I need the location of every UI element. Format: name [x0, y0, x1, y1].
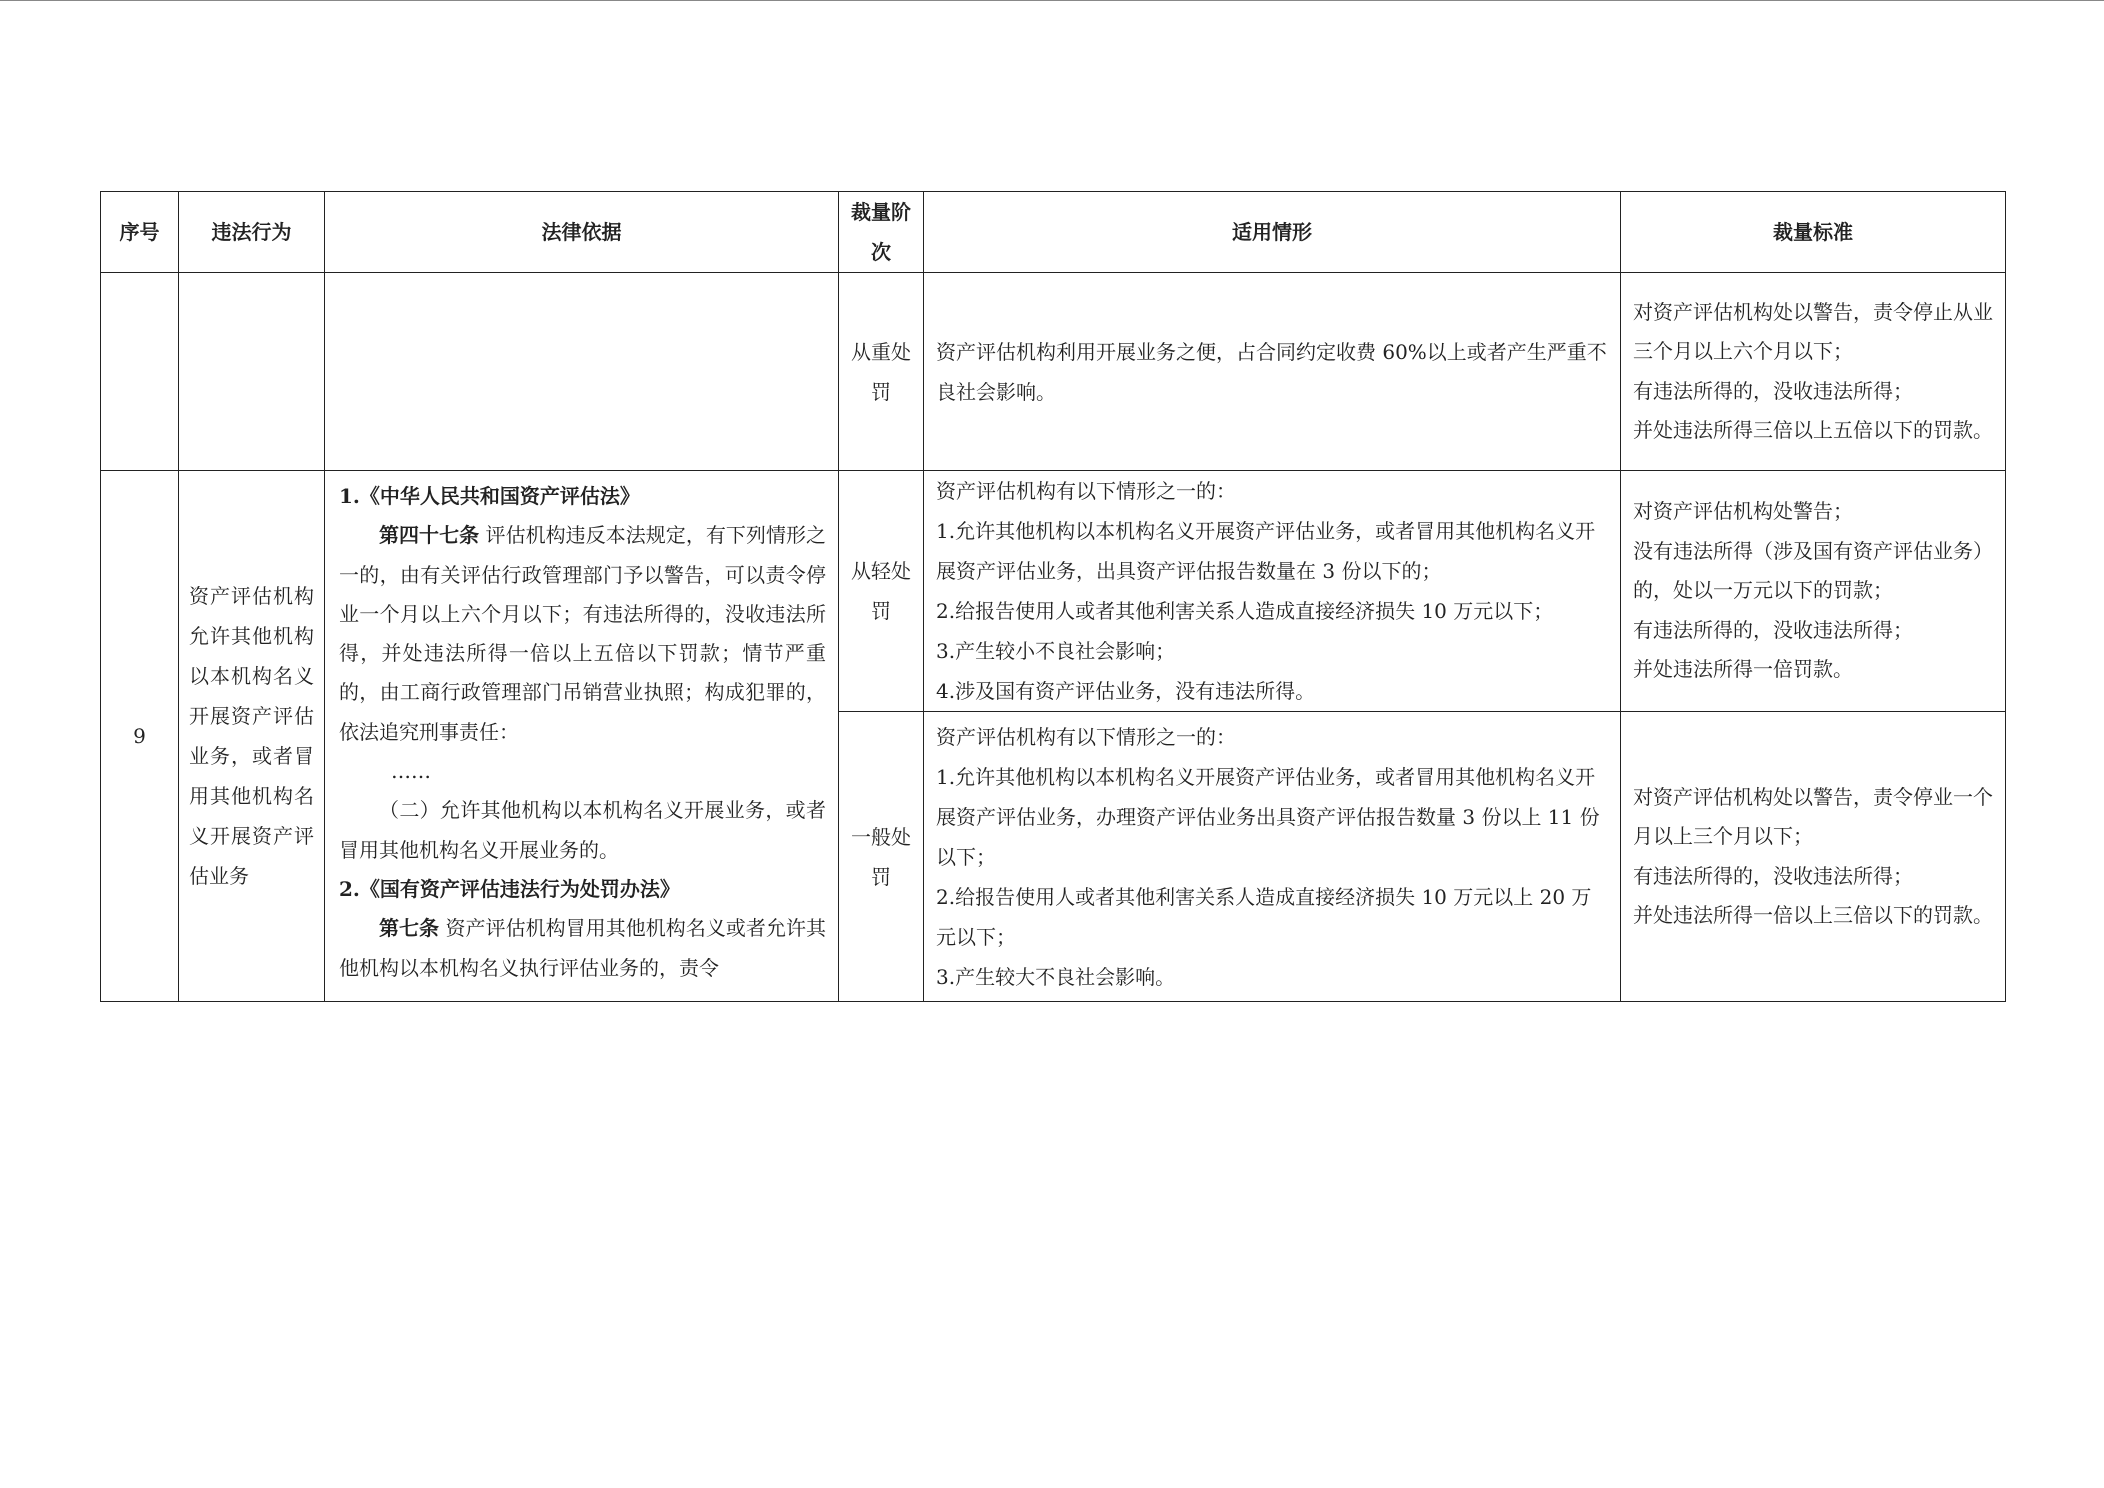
light-std-line: 有违法所得的，没收违法所得； [1633, 617, 1913, 642]
general-std [1621, 712, 2006, 1002]
page-top-border [0, 0, 2104, 1]
light-std-line: 没有违法所得（涉及国有资产评估业务）的，处以一万元以下的罚款； [1633, 538, 1993, 603]
law-item-2: （二）允许其他机构以本机构名义开展业务，或者冒用其他机构名义开展业务的。 [339, 798, 826, 862]
row9-no: 9 [101, 471, 179, 1002]
prev-case: 资产评估机构利用开展业务之便，占合同约定收费 60%以上或者产生严重不良社会影响。 [924, 273, 1621, 471]
law-article-47 [339, 516, 826, 752]
light-case-line: 1.允许其他机构以本机构名义开展资产评估业务，或者冒用其他机构名义开展资产评估业务，出具资产评估报告数量在 3 份以下的； [936, 519, 1596, 583]
table-row [101, 273, 2006, 471]
prev-std-line: 有违法所得的，没收违法所得； [1633, 378, 1913, 403]
law-title-2: 2.《国有资产评估违法行为处罚办法》 [339, 876, 680, 901]
header-std: 裁量标准 [1621, 192, 2006, 273]
prev-std-line: 并处违法所得三倍以上五倍以下的罚款。 [1633, 418, 1993, 442]
header-no: 序号 [101, 192, 179, 273]
light-std [1621, 471, 2006, 712]
prev-law-cell [325, 273, 839, 471]
light-case-line: 3.产生较小不良社会影响； [936, 639, 1176, 663]
row9-act: 资产评估机构允许其他机构以本机构名义开展资产评估业务，或者冒用其他机构名义开展资产评估业务 [179, 471, 325, 1002]
law-article-7-text: 资产评估机构冒用其他机构名义或者允许其他机构以本机构名义执行评估业务的，责令 [339, 916, 827, 980]
prev-std [1621, 273, 2006, 471]
general-case-line: 2.给报告使用人或者其他利害关系人造成直接经济损失 10 万元以上 20 万元以下； [936, 884, 1592, 949]
law-ellipsis: …… [391, 759, 431, 784]
law-article-7 [339, 909, 826, 988]
prev-no-cell [101, 273, 179, 471]
header-law: 法律依据 [325, 192, 839, 273]
light-case-line: 资产评估机构有以下情形之一的： [936, 479, 1236, 503]
law-article-7-title: 第七条 [379, 916, 440, 941]
general-level: 一般处罚 [839, 712, 924, 1002]
general-std-line: 对资产评估机构处以警告，责令停业一个月以上三个月以下； [1633, 784, 1993, 848]
header-act: 违法行为 [179, 192, 325, 273]
general-std-line: 并处违法所得一倍以上三倍以下的罚款。 [1633, 903, 1993, 927]
table-row [101, 471, 2006, 712]
header-level: 裁量阶次 [839, 192, 924, 273]
table-header-row [101, 192, 2006, 273]
prev-act-cell [179, 273, 325, 471]
law-article-47-title: 第四十七条 [379, 523, 480, 548]
header-case: 适用情形 [924, 192, 1621, 273]
row9-law [325, 471, 839, 1002]
law-article-47-text: 评估机构违反本法规定，有下列情形之一的，由有关评估行政管理部门予以警告，可以责令停业一个月以上六个月以下；有违法所得的，没收违法所得，并处违法所得一倍以上五倍以下罚款；情节严重的，由工商行政管理部门吊销营业执照；构成犯罪的，依法追究刑事责任： [339, 523, 827, 744]
light-case-line: 4.涉及国有资产评估业务，没有违法所得。 [936, 679, 1316, 703]
general-std-line: 有违法所得的，没收违法所得； [1633, 863, 1913, 888]
law-title-1: 1.《中华人民共和国资产评估法》 [339, 484, 640, 508]
light-case [924, 471, 1621, 712]
light-std-line: 对资产评估机构处警告； [1633, 499, 1853, 524]
light-std-line: 并处违法所得一倍罚款。 [1633, 657, 1853, 682]
general-case-line: 1.允许其他机构以本机构名义开展资产评估业务，或者冒用其他机构名义开展资产评估业务，办理资产评估业务出具资产评估报告数量 3 份以上 11 份以下； [936, 764, 1600, 869]
prev-std-line: 对资产评估机构处以警告，责令停止从业三个月以上六个月以下； [1633, 299, 1993, 363]
discretion-standards-table [100, 191, 2006, 1002]
light-case-line: 2.给报告使用人或者其他利害关系人造成直接经济损失 10 万元以下； [936, 599, 1554, 623]
prev-level: 从重处罚 [839, 273, 924, 471]
light-level: 从轻处罚 [839, 471, 924, 712]
general-case-line: 3.产生较大不良社会影响。 [936, 964, 1176, 989]
general-case-line: 资产评估机构有以下情形之一的： [936, 724, 1236, 749]
general-case [924, 712, 1621, 1002]
